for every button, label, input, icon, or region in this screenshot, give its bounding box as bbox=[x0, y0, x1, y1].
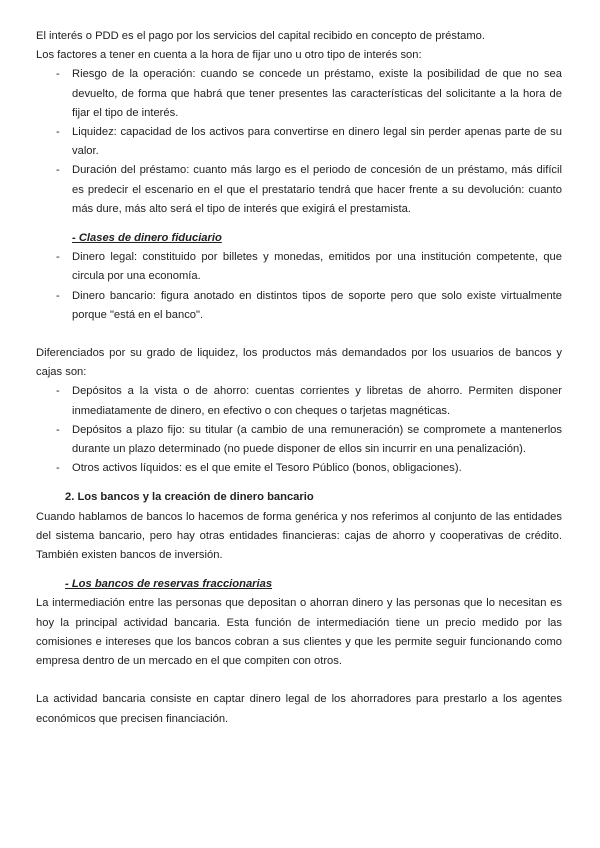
liquidez-intro: Diferenciados por su grado de liquidez, los productos más demandados por los usuarios de bancos y cajas son: bbox=[36, 347, 562, 379]
list-item: - Liquidez: capacidad de los activos para convertirse en dinero legal sin perder apenas parte de su valor. bbox=[72, 123, 562, 161]
list-item: - Depósitos a la vista o de ahorro: cuentas corrientes y libretas de ahorro. Permiten disponer inmediatamente de dinero, en efectivo o con cheques o tarjetas magnéticas. bbox=[72, 382, 562, 420]
list-item: - Duración del préstamo: cuanto más largo es el periodo de concesión de un préstamo, más difícil es predecir el escenario en el que el prestatario tendrá que hacer frente a su devolución: cuanto más dure, más alto será el tipo de interés que exigirá el prestamista. bbox=[72, 161, 562, 219]
section-2-text: Cuando hablamos de bancos lo hacemos de forma genérica y nos referimos al conjunto de las entidades del sistema bancario, pero hay otras entidades financieras: cajas de ahorro y cooperativas de crédito. También existen bancos de inversión. bbox=[36, 510, 562, 562]
section-2-heading: 2. Los bancos y la creación de dinero bancario bbox=[65, 491, 314, 504]
list-item: - Otros activos líquidos: es el que emite el Tesoro Público (bonos, obligaciones). bbox=[72, 459, 562, 478]
list-item: - Dinero bancario: figura anotado en distintos tipos de soporte pero que solo existe virtualmente porque "está en el banco". bbox=[72, 287, 562, 325]
reservas-heading: - Los bancos de reservas fraccionarias bbox=[65, 578, 273, 591]
liquidez-list bbox=[36, 382, 562, 478]
intro-line-2: Los factores a tener en cuenta a la hora de fijar uno u otro tipo de interés son: bbox=[36, 49, 422, 62]
closing-text: La actividad bancaria consiste en captar dinero legal de los ahorradores para prestarlo a los agentes económicos que precisen financiación. bbox=[36, 693, 562, 725]
fiduciario-heading: - Clases de dinero fiduciario bbox=[72, 232, 222, 245]
factors-list bbox=[36, 65, 562, 219]
list-item: - Dinero legal: constituido por billetes y monedas, emitidos por una institución competente, que circula por una economía. bbox=[72, 248, 562, 286]
reservas-text: La intermediación entre las personas que depositan o ahorran dinero y las personas que lo necesitan es hoy la principal actividad bancaria. Esta función de intermediación tiene un precio medido por las comisiones e intereses que los bancos cobran a sus clientes y que les permite seguir funcionando como empresa dentro de un mercado en el que compiten con otros. bbox=[36, 597, 562, 668]
list-item: - Riesgo de la operación: cuando se concede un préstamo, existe la posibilidad de que no sea devuelto, de forma que habrá que tener presentes las características del solicitante a la hora de fijar el tipo de interés. bbox=[72, 65, 562, 123]
intro-line-1: El interés o PDD es el pago por los servicios del capital recibido en concepto de préstamo. bbox=[36, 30, 485, 42]
list-item: - Depósitos a plazo fijo: su titular (a cambio de una remuneración) se compromete a mantenerlos durante un plazo determinado (no puede disponer de ellos sin incurrir en una penalización). bbox=[72, 421, 562, 459]
fiduciario-list bbox=[36, 248, 562, 325]
